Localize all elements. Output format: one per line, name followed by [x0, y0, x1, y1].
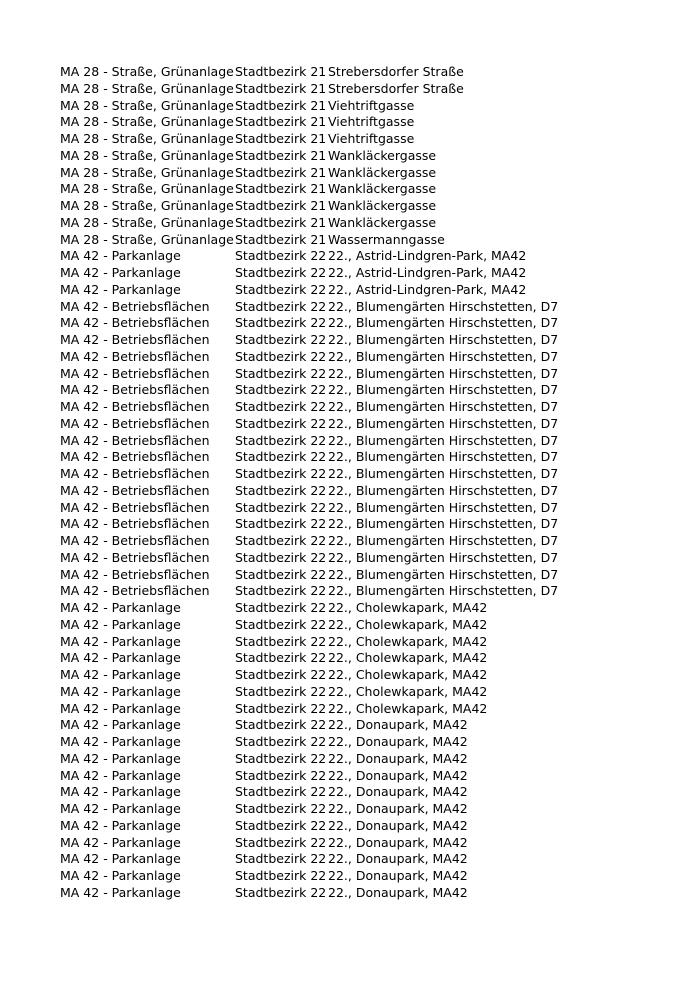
district-cell: Stadtbezirk 22 — [235, 332, 327, 347]
table-row — [60, 282, 558, 299]
district-cell: Stadtbezirk 22 — [235, 633, 327, 649]
department-cell: MA 42 - Parkanlage — [60, 700, 181, 716]
department-cell: MA 42 - Parkanlage — [60, 616, 181, 632]
department-cell: MA 42 - Betriebsflächen — [60, 549, 210, 565]
department-cell: MA 42 - Parkanlage — [60, 784, 181, 800]
table-row — [60, 600, 558, 617]
district-cell: Stadtbezirk 22 — [235, 784, 327, 800]
location-cell: 22., Astrid-Lindgren-Park, MA42 — [328, 265, 527, 280]
district-cell: Stadtbezirk 22 — [235, 432, 327, 448]
location-cell: 22., Blumengärten Hirschstetten, D7 — [328, 533, 559, 548]
table-row — [60, 332, 558, 349]
district-cell: Stadtbezirk 22 — [235, 834, 327, 850]
department-cell: MA 28 - Straße, Grünanlage — [60, 181, 234, 197]
table-row — [60, 114, 558, 131]
table-row — [60, 181, 558, 198]
table-row — [60, 148, 558, 165]
table-row — [60, 399, 558, 416]
district-cell: Stadtbezirk 22 — [235, 817, 327, 833]
department-cell: MA 28 - Straße, Grünanlage — [60, 64, 234, 79]
location-cell: Strebersdorfer Straße — [328, 64, 464, 79]
department-cell: MA 42 - Parkanlage — [60, 767, 181, 783]
department-cell: MA 42 - Betriebsflächen — [60, 583, 210, 599]
district-cell: Stadtbezirk 22 — [235, 683, 327, 699]
department-cell: MA 42 - Betriebsflächen — [60, 533, 210, 548]
department-cell: MA 42 - Parkanlage — [60, 801, 181, 816]
district-cell: Stadtbezirk 22 — [235, 298, 327, 314]
district-cell: Stadtbezirk 22 — [235, 734, 327, 749]
department-cell: MA 28 - Straße, Grünanlage — [60, 147, 234, 163]
location-cell: 22., Donaupark, MA42 — [328, 750, 468, 766]
location-cell: 22., Blumengärten Hirschstetten, D7 — [328, 365, 559, 381]
table-row — [60, 533, 558, 550]
table-row — [60, 684, 558, 701]
location-cell: 22., Cholewkapark, MA42 — [328, 667, 488, 682]
department-cell: MA 28 - Straße, Grünanlage — [60, 198, 234, 213]
district-cell: Stadtbezirk 22 — [235, 348, 327, 364]
department-cell: MA 28 - Straße, Grünanlage — [60, 131, 234, 146]
department-cell: MA 28 - Straße, Grünanlage — [60, 80, 234, 96]
district-cell: Stadtbezirk 22 — [235, 449, 327, 465]
district-cell: Stadtbezirk 21 — [235, 231, 327, 247]
table-row — [60, 215, 558, 232]
location-cell: 22., Donaupark, MA42 — [328, 834, 468, 850]
department-cell: MA 28 - Straße, Grünanlage — [60, 114, 234, 130]
table-row — [60, 449, 558, 466]
district-cell: Stadtbezirk 22 — [235, 466, 327, 481]
location-cell: 22., Blumengärten Hirschstetten, D7 — [328, 482, 559, 498]
location-cell: 22., Donaupark, MA42 — [328, 868, 468, 883]
location-cell: 22., Cholewkapark, MA42 — [328, 683, 488, 699]
department-cell: MA 42 - Betriebsflächen — [60, 466, 210, 481]
district-cell: Stadtbezirk 22 — [235, 600, 327, 615]
table-row — [60, 634, 558, 651]
table-row — [60, 784, 558, 801]
district-cell: Stadtbezirk 22 — [235, 533, 327, 548]
district-cell: Stadtbezirk 22 — [235, 281, 327, 297]
department-cell: MA 42 - Parkanlage — [60, 248, 181, 264]
district-cell: Stadtbezirk 22 — [235, 767, 327, 783]
location-cell: 22., Donaupark, MA42 — [328, 851, 468, 867]
department-cell: MA 42 - Parkanlage — [60, 667, 181, 682]
location-cell: 22., Donaupark, MA42 — [328, 734, 468, 749]
district-cell: Stadtbezirk 22 — [235, 399, 327, 414]
district-cell: Stadtbezirk 22 — [235, 248, 327, 264]
department-cell: MA 42 - Betriebsflächen — [60, 315, 210, 331]
location-cell: Wankläckergasse — [328, 164, 437, 180]
department-cell: MA 42 - Betriebsflächen — [60, 449, 210, 465]
table-row — [60, 717, 558, 734]
department-cell: MA 42 - Parkanlage — [60, 817, 181, 833]
district-cell: Stadtbezirk 22 — [235, 700, 327, 716]
location-cell: 22., Cholewkapark, MA42 — [328, 633, 488, 649]
table-row — [60, 851, 558, 868]
department-cell: MA 42 - Parkanlage — [60, 750, 181, 766]
table-row — [60, 550, 558, 567]
table-row — [60, 248, 558, 265]
department-cell: MA 42 - Betriebsflächen — [60, 516, 210, 532]
location-cell: 22., Blumengärten Hirschstetten, D7 — [328, 449, 559, 465]
location-cell: 22., Blumengärten Hirschstetten, D7 — [328, 348, 559, 364]
table-row — [60, 617, 558, 634]
district-cell: Stadtbezirk 21 — [235, 131, 327, 146]
district-cell: Stadtbezirk 21 — [235, 97, 327, 113]
location-cell: 22., Blumengärten Hirschstetten, D7 — [328, 516, 559, 532]
department-cell: MA 42 - Betriebsflächen — [60, 332, 210, 347]
district-cell: Stadtbezirk 21 — [235, 114, 327, 130]
district-cell: Stadtbezirk 21 — [235, 181, 327, 197]
location-cell: 22., Cholewkapark, MA42 — [328, 700, 488, 716]
department-cell: MA 42 - Parkanlage — [60, 281, 181, 297]
location-cell: 22., Blumengärten Hirschstetten, D7 — [328, 499, 559, 515]
table-row — [60, 349, 558, 366]
district-cell: Stadtbezirk 22 — [235, 851, 327, 867]
location-cell: 22., Blumengärten Hirschstetten, D7 — [328, 315, 559, 331]
department-cell: MA 42 - Parkanlage — [60, 683, 181, 699]
table-row — [60, 500, 558, 517]
department-cell: MA 28 - Straße, Grünanlage — [60, 214, 234, 230]
district-cell: Stadtbezirk 22 — [235, 549, 327, 565]
department-cell: MA 42 - Betriebsflächen — [60, 382, 210, 398]
table-row — [60, 667, 558, 684]
district-cell: Stadtbezirk 22 — [235, 365, 327, 381]
table-row — [60, 868, 558, 885]
department-cell: MA 42 - Parkanlage — [60, 265, 181, 280]
location-cell: 22., Donaupark, MA42 — [328, 801, 468, 816]
location-cell: 22., Blumengärten Hirschstetten, D7 — [328, 382, 559, 398]
location-cell: Wassermanngasse — [328, 231, 445, 247]
district-cell: Stadtbezirk 22 — [235, 499, 327, 515]
location-cell: 22., Blumengärten Hirschstetten, D7 — [328, 466, 559, 481]
location-cell: 22., Donaupark, MA42 — [328, 884, 468, 900]
location-cell: 22., Cholewkapark, MA42 — [328, 600, 488, 615]
district-cell: Stadtbezirk 22 — [235, 583, 327, 599]
table-row — [60, 801, 558, 818]
location-cell: Strebersdorfer Straße — [328, 80, 464, 96]
table-row — [60, 265, 558, 282]
location-cell: 22., Blumengärten Hirschstetten, D7 — [328, 432, 559, 448]
district-cell: Stadtbezirk 22 — [235, 482, 327, 498]
department-cell: MA 28 - Straße, Grünanlage — [60, 97, 234, 113]
location-cell: Wankläckergasse — [328, 198, 437, 213]
location-cell: Viehtriftgasse — [328, 131, 415, 146]
department-cell: MA 42 - Parkanlage — [60, 884, 181, 900]
table-row — [60, 315, 558, 332]
department-cell: MA 28 - Straße, Grünanlage — [60, 231, 234, 247]
district-cell: Stadtbezirk 22 — [235, 566, 327, 582]
department-cell: MA 42 - Betriebsflächen — [60, 415, 210, 431]
location-cell: 22., Astrid-Lindgren-Park, MA42 — [328, 248, 527, 264]
department-cell: MA 42 - Betriebsflächen — [60, 499, 210, 515]
district-cell: Stadtbezirk 21 — [235, 214, 327, 230]
district-cell: Stadtbezirk 22 — [235, 650, 327, 666]
table-row — [60, 835, 558, 852]
department-cell: MA 42 - Parkanlage — [60, 834, 181, 850]
district-cell: Stadtbezirk 22 — [235, 750, 327, 766]
table-row — [60, 165, 558, 182]
district-cell: Stadtbezirk 22 — [235, 265, 327, 280]
table-row — [60, 818, 558, 835]
district-cell: Stadtbezirk 22 — [235, 516, 327, 532]
district-cell: Stadtbezirk 22 — [235, 884, 327, 900]
location-cell: 22., Donaupark, MA42 — [328, 784, 468, 800]
table-row — [60, 650, 558, 667]
table-row — [60, 516, 558, 533]
table-row — [60, 466, 558, 483]
department-cell: MA 42 - Betriebsflächen — [60, 348, 210, 364]
department-cell: MA 42 - Parkanlage — [60, 633, 181, 649]
location-cell: 22., Blumengärten Hirschstetten, D7 — [328, 566, 559, 582]
location-cell: 22., Blumengärten Hirschstetten, D7 — [328, 415, 559, 431]
location-cell: Wankläckergasse — [328, 214, 437, 230]
table-row — [60, 751, 558, 768]
location-cell: 22., Blumengärten Hirschstetten, D7 — [328, 298, 559, 314]
location-cell: 22., Astrid-Lindgren-Park, MA42 — [328, 281, 527, 297]
location-cell: 22., Blumengärten Hirschstetten, D7 — [328, 583, 559, 599]
table-row — [60, 416, 558, 433]
district-cell: Stadtbezirk 22 — [235, 868, 327, 883]
location-cell: 22., Blumengärten Hirschstetten, D7 — [328, 399, 559, 414]
department-cell: MA 42 - Betriebsflächen — [60, 432, 210, 448]
district-cell: Stadtbezirk 21 — [235, 80, 327, 96]
district-cell: Stadtbezirk 21 — [235, 147, 327, 163]
department-cell: MA 42 - Betriebsflächen — [60, 566, 210, 582]
district-cell: Stadtbezirk 22 — [235, 717, 327, 733]
department-cell: MA 42 - Betriebsflächen — [60, 399, 210, 414]
table-row — [60, 734, 558, 751]
department-cell: MA 42 - Parkanlage — [60, 650, 181, 666]
district-cell: Stadtbezirk 22 — [235, 415, 327, 431]
table-row — [60, 81, 558, 98]
location-cell: 22., Cholewkapark, MA42 — [328, 650, 488, 666]
location-cell: Wankläckergasse — [328, 181, 437, 197]
table-row — [60, 701, 558, 718]
department-cell: MA 42 - Betriebsflächen — [60, 298, 210, 314]
location-list-table — [60, 64, 558, 902]
district-cell: Stadtbezirk 22 — [235, 667, 327, 682]
district-cell: Stadtbezirk 21 — [235, 64, 327, 79]
table-row — [60, 366, 558, 383]
table-row — [60, 131, 558, 148]
location-cell: 22., Blumengärten Hirschstetten, D7 — [328, 332, 559, 347]
location-cell: Viehtriftgasse — [328, 114, 415, 130]
table-row — [60, 433, 558, 450]
department-cell: MA 42 - Betriebsflächen — [60, 365, 210, 381]
location-list-body — [60, 64, 558, 902]
location-cell: 22., Cholewkapark, MA42 — [328, 616, 488, 632]
table-row — [60, 232, 558, 249]
table-row — [60, 382, 558, 399]
location-cell: Wankläckergasse — [328, 147, 437, 163]
table-row — [60, 64, 558, 81]
department-cell: MA 28 - Straße, Grünanlage — [60, 164, 234, 180]
district-cell: Stadtbezirk 21 — [235, 164, 327, 180]
district-cell: Stadtbezirk 21 — [235, 198, 327, 213]
location-cell: Viehtriftgasse — [328, 97, 415, 113]
location-cell: 22., Donaupark, MA42 — [328, 717, 468, 733]
table-row — [60, 567, 558, 584]
district-cell: Stadtbezirk 22 — [235, 315, 327, 331]
department-cell: MA 42 - Parkanlage — [60, 851, 181, 867]
department-cell: MA 42 - Parkanlage — [60, 600, 181, 615]
table-row — [60, 483, 558, 500]
department-cell: MA 42 - Betriebsflächen — [60, 482, 210, 498]
district-cell: Stadtbezirk 22 — [235, 801, 327, 816]
table-row — [60, 885, 558, 902]
location-cell: 22., Donaupark, MA42 — [328, 817, 468, 833]
table-row — [60, 583, 558, 600]
department-cell: MA 42 - Parkanlage — [60, 717, 181, 733]
location-cell: 22., Blumengärten Hirschstetten, D7 — [328, 549, 559, 565]
district-cell: Stadtbezirk 22 — [235, 616, 327, 632]
table-row — [60, 98, 558, 115]
department-cell: MA 42 - Parkanlage — [60, 868, 181, 883]
table-row — [60, 198, 558, 215]
district-cell: Stadtbezirk 22 — [235, 382, 327, 398]
location-cell: 22., Donaupark, MA42 — [328, 767, 468, 783]
table-row — [60, 299, 558, 316]
table-row — [60, 768, 558, 785]
department-cell: MA 42 - Parkanlage — [60, 734, 181, 749]
